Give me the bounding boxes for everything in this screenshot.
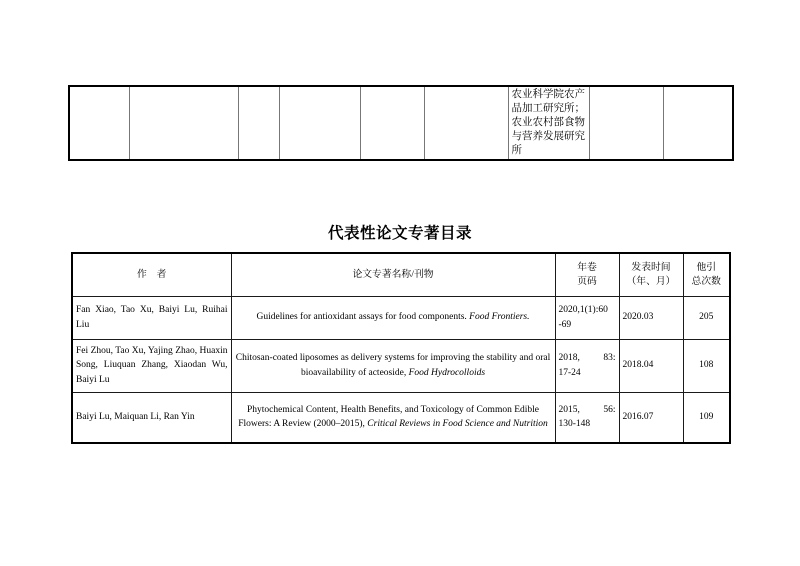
empty-cell <box>238 86 279 160</box>
header-author-cell: 作 者 <box>72 253 231 296</box>
journal-name: Critical Reviews in Food Science and Nutrition <box>367 419 548 430</box>
header-date-line: （年、月） <box>626 275 676 287</box>
journal-name: Food Hydrocolloids <box>408 367 486 378</box>
header-citations-line: 总次数 <box>691 275 721 287</box>
paper-title-text: Phytochemical Content, Health Benefits, and Toxicology of Common Edible Flowers: A Review (2000–2015), <box>238 405 540 430</box>
year-line-2: 130-148 <box>558 419 591 430</box>
paper-row <box>72 296 730 339</box>
year-pages-cell <box>555 296 619 339</box>
affiliation-cell <box>508 86 589 160</box>
empty-cell <box>589 86 663 160</box>
year-line-1 <box>559 303 616 317</box>
paper-title-cell <box>231 339 555 392</box>
publish-date-cell: 2018.04 <box>619 339 683 392</box>
paper-title-text: Guidelines for antioxidant assays for food components. <box>256 312 467 323</box>
papers-table <box>71 252 731 444</box>
year-line-1 <box>559 351 616 365</box>
header-year-cell <box>555 253 619 296</box>
paper-title-cell <box>231 296 555 339</box>
year-line-1-right: 56: <box>603 405 616 416</box>
citations-cell: 108 <box>683 339 730 392</box>
authors-cell: Baiyi Lu, Maiquan Li, Ran Yin <box>72 392 231 443</box>
citations-cell: 109 <box>683 392 730 443</box>
year-line-1-right: 83: <box>603 353 616 364</box>
fragment-row <box>69 86 733 160</box>
empty-cell <box>663 86 733 160</box>
header-year-line: 页码 <box>577 275 597 287</box>
affiliation-line: 农业农村部食物 <box>511 117 585 128</box>
header-citations-cell <box>683 253 730 296</box>
empty-cell <box>129 86 238 160</box>
authors-cell: Fan Xiao, Tao Xu, Baiyi Lu, Ruihai Liu <box>72 296 231 339</box>
year-pages-cell <box>555 392 619 443</box>
publish-date-cell: 2020.03 <box>619 296 683 339</box>
header-date-line: 发表时间 <box>631 262 671 274</box>
paper-title-text: Chitosan-coated liposomes as delivery systems for improving the stability and oral bioavailability of acteoside, <box>235 353 551 378</box>
year-line-1-left: 2018, <box>558 353 580 364</box>
affiliation-line: 农业科学院农产 <box>511 89 585 100</box>
citations-cell: 205 <box>683 296 730 339</box>
paper-title-cell <box>231 392 555 443</box>
year-line-2: 17-24 <box>558 367 581 378</box>
authors-cell: Fei Zhou, Tao Xu, Yajing Zhao, Huaxin Song, Liuquan Zhang, Xiaodan Wu, Baiyi Lu <box>72 339 231 392</box>
paper-row <box>72 392 730 443</box>
journal-name: Food Frontiers. <box>469 312 530 323</box>
publish-date-cell: 2016.07 <box>619 392 683 443</box>
year-line-1 <box>559 403 616 417</box>
paper-row <box>72 339 730 392</box>
year-line-2: -69 <box>558 319 572 330</box>
section-title: 代表性论文专著目录 <box>327 225 472 242</box>
empty-cell <box>360 86 424 160</box>
affiliation-line: 与营养发展研究 <box>511 131 585 142</box>
year-pages-cell <box>555 339 619 392</box>
header-citations-line: 他引 <box>696 262 717 274</box>
header-title-cell: 论文专著名称/刊物 <box>231 253 555 296</box>
affiliation-line: 所 <box>511 145 522 156</box>
year-line-1-left: 2015, <box>558 405 580 416</box>
header-date-cell <box>619 253 683 296</box>
header-year-line: 年卷 <box>577 262 597 274</box>
empty-cell <box>69 86 129 160</box>
affiliation-line: 品加工研究所； <box>511 103 585 114</box>
empty-cell <box>279 86 360 160</box>
papers-table-header-row <box>72 253 730 296</box>
year-line-1-left: 2020,1(1):60 <box>558 305 608 316</box>
previous-table-fragment <box>68 85 734 161</box>
empty-cell <box>424 86 508 160</box>
